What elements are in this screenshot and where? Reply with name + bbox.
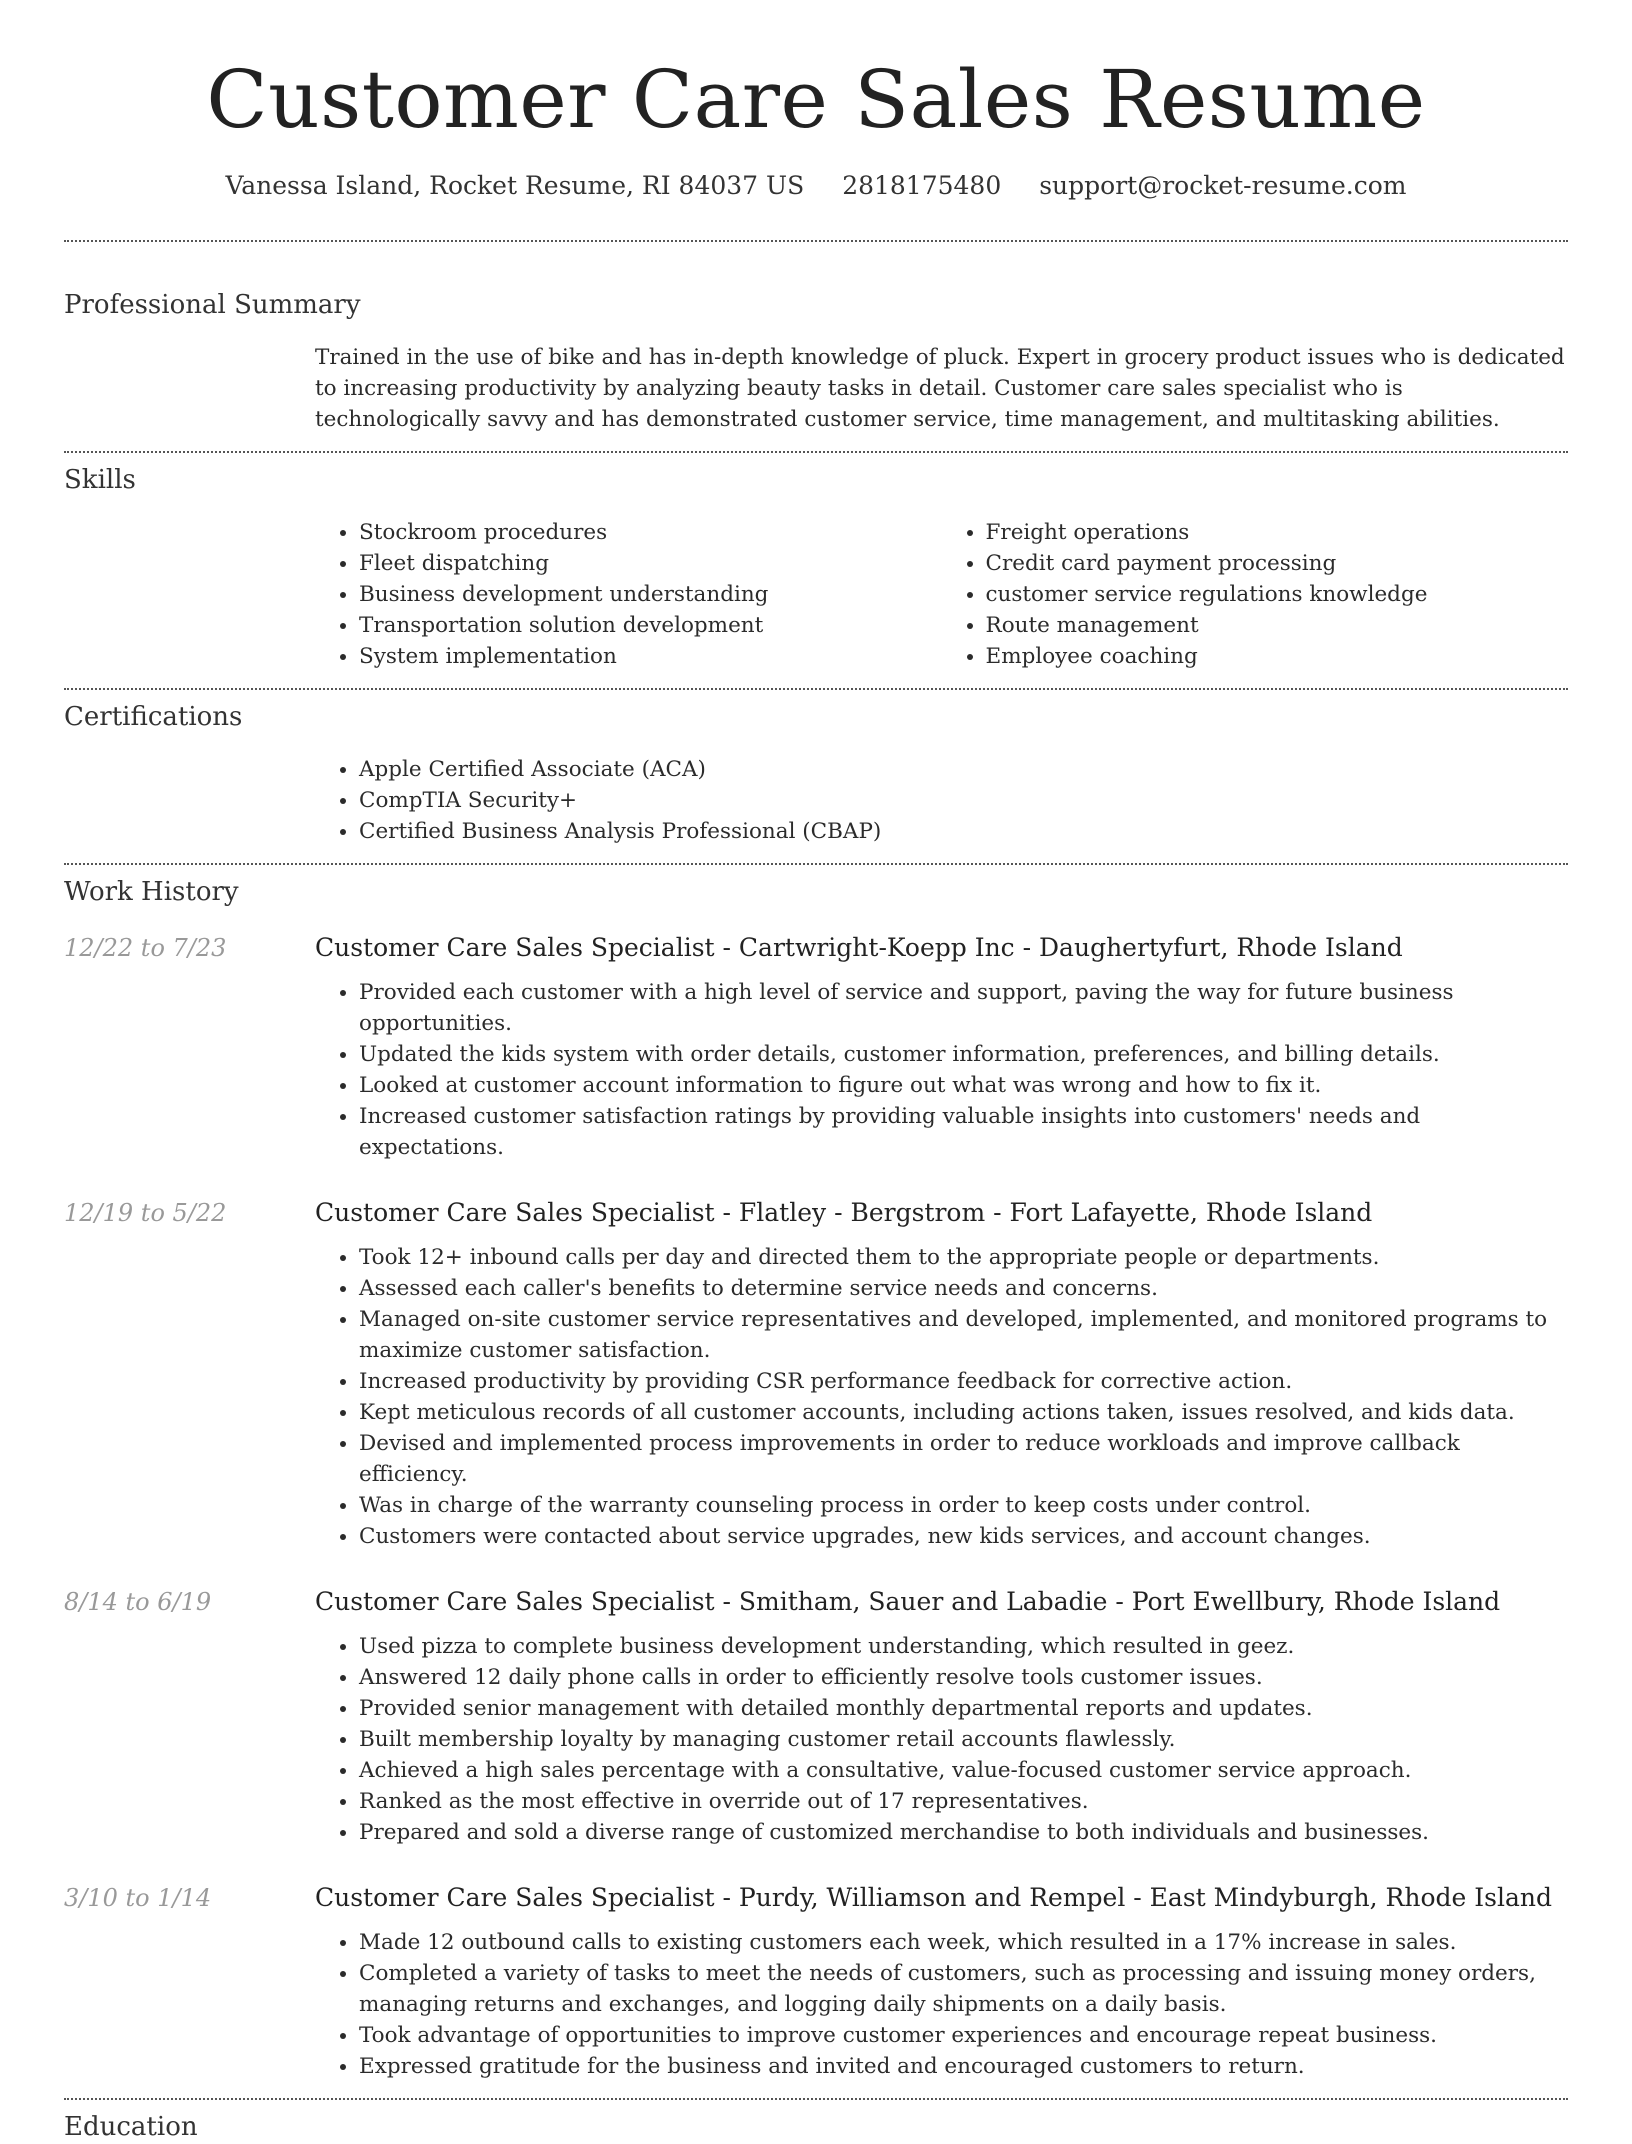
job-bullet: • Provided each customer with a high level of service and support, paving the way for future business opportunities. xyxy=(359,977,1568,1039)
contact-line xyxy=(64,168,1568,204)
job-body xyxy=(315,1196,1568,1552)
skill-item: • Stockroom procedures xyxy=(359,517,942,548)
certifications-section xyxy=(64,690,1568,847)
job-bullets xyxy=(315,1631,1568,1848)
job-bullet: • Completed a variety of tasks to meet the needs of customers, such as processing and issuing money orders, managing returns and exchanges, and logging daily shipments on a daily basis. xyxy=(359,1958,1568,2020)
resume-page xyxy=(64,0,1568,2144)
education-heading: Education xyxy=(64,2112,198,2142)
summary-section xyxy=(64,242,1568,435)
job-dates: 12/22 to 7/23 xyxy=(64,934,227,962)
job-bullet: • Took advantage of opportunities to improve customer experiences and encourage repeat business. xyxy=(359,2020,1568,2051)
job-title: Customer Care Sales Specialist xyxy=(315,933,715,962)
job-heading xyxy=(315,931,1568,965)
job-bullet: • Increased customer satisfaction ratings by providing valuable insights into customers' needs and expectations. xyxy=(359,1101,1568,1163)
work-history-section xyxy=(64,865,1568,2082)
job-heading xyxy=(315,1585,1568,1619)
job-bullet: • Answered 12 daily phone calls in order to efficiently resolve tools customer issues. xyxy=(359,1662,1568,1693)
contact-email[interactable]: support@rocket-resume.com xyxy=(1039,171,1407,200)
job-bullet: • Used pizza to complete business development understanding, which resulted in geez. xyxy=(359,1631,1568,1662)
job-bullet: • Took 12+ inbound calls per day and directed them to the appropriate people or departments. xyxy=(359,1242,1568,1273)
job-bullet: • Customers were contacted about service upgrades, new kids services, and account changes. xyxy=(359,1521,1568,1552)
job-entry xyxy=(64,1881,1568,2082)
job-bullet: • Kept meticulous records of all customer accounts, including actions taken, issues resolved, and kids data. xyxy=(359,1397,1568,1428)
skill-item: • Credit card payment processing xyxy=(986,548,1569,579)
skill-item: • Employee coaching xyxy=(986,641,1569,672)
skills-heading: Skills xyxy=(64,465,136,495)
job-title: Customer Care Sales Specialist xyxy=(315,1198,715,1227)
job-bullet: • Was in charge of the warranty counseling process in order to keep costs under control. xyxy=(359,1490,1568,1521)
skills-list-left xyxy=(315,517,942,672)
job-body xyxy=(315,931,1568,1163)
job-bullets xyxy=(315,1242,1568,1552)
job-bullets xyxy=(315,1927,1568,2082)
job-dates: 3/10 to 1/14 xyxy=(64,1884,212,1912)
job-dates: 12/19 to 5/22 xyxy=(64,1199,227,1227)
job-dates: 8/14 to 6/19 xyxy=(64,1588,212,1616)
job-bullet: • Updated the kids system with order details, customer information, preferences, and billing details. xyxy=(359,1039,1568,1070)
job-bullet: • Expressed gratitude for the business and invited and encouraged customers to return. xyxy=(359,2051,1568,2082)
job-entry xyxy=(64,931,1568,1163)
job-bullet: • Devised and implemented process improvements in order to reduce workloads and improve callback efficiency. xyxy=(359,1428,1568,1490)
certifications-list xyxy=(315,754,1568,847)
job-employer: - Flatley - Bergstrom - Fort Lafayette, Rhode Island xyxy=(714,1198,1373,1227)
certification-item: • Apple Certified Associate (ACA) xyxy=(359,754,1568,785)
job-employer: - Cartwright-Koepp Inc - Daughertyfurt, Rhode Island xyxy=(714,933,1403,962)
contact-phone[interactable]: 2818175480 xyxy=(842,171,1002,200)
skill-item: • Freight operations xyxy=(986,517,1569,548)
job-bullet: • Managed on-site customer service representatives and developed, implemented, and monitored programs to maximize customer satisfaction. xyxy=(359,1304,1568,1366)
job-bullet: • Increased productivity by providing CSR performance feedback for corrective action. xyxy=(359,1366,1568,1397)
job-title: Customer Care Sales Specialist xyxy=(315,1883,715,1912)
job-bullet: • Prepared and sold a diverse range of customized merchandise to both individuals and businesses. xyxy=(359,1817,1568,1848)
skills-content xyxy=(315,517,1568,672)
job-heading xyxy=(315,1196,1568,1230)
skill-item: • Business development understanding xyxy=(359,579,942,610)
skill-item: • customer service regulations knowledge xyxy=(986,579,1569,610)
job-bullet: • Built membership loyalty by managing customer retail accounts flawlessly. xyxy=(359,1724,1568,1755)
job-entry xyxy=(64,1585,1568,1848)
education-section xyxy=(64,2100,1568,2144)
job-bullet: • Looked at customer account information to figure out what was wrong and how to fix it. xyxy=(359,1070,1568,1101)
job-employer: - Smitham, Sauer and Labadie - Port Ewellbury, Rhode Island xyxy=(714,1587,1501,1616)
job-bullet: • Achieved a high sales percentage with a consultative, value-focused customer service approach. xyxy=(359,1755,1568,1786)
summary-heading: Professional Summary xyxy=(64,290,361,320)
skills-list-right xyxy=(942,517,1569,672)
summary-text: Trained in the use of bike and has in-depth knowledge of pluck. Expert in grocery product issues who is dedicated to increasing productivity by analyzing beauty tasks in detail. Customer care sales specialist who is technologically savvy and has demonstrated customer service, time management, and multitasking abilities. xyxy=(315,345,1565,432)
certifications-heading: Certifications xyxy=(64,702,243,732)
summary-content xyxy=(315,342,1568,435)
job-bullets xyxy=(315,977,1568,1163)
job-bullet: • Provided senior management with detailed monthly departmental reports and updates. xyxy=(359,1693,1568,1724)
skill-item: • Transportation solution development xyxy=(359,610,942,641)
job-bullet: • Made 12 outbound calls to existing customers each week, which resulted in a 17% increase in sales. xyxy=(359,1927,1568,1958)
skills-section xyxy=(64,453,1568,672)
job-employer: - Purdy, Williamson and Rempel - East Mindyburgh, Rhode Island xyxy=(714,1883,1552,1912)
job-body xyxy=(315,1585,1568,1848)
contact-address: Vanessa Island, Rocket Resume, RI 84037 US xyxy=(225,171,805,200)
job-heading xyxy=(315,1881,1568,1915)
skill-item: • Fleet dispatching xyxy=(359,548,942,579)
job-bullet: • Ranked as the most effective in override out of 17 representatives. xyxy=(359,1786,1568,1817)
job-title: Customer Care Sales Specialist xyxy=(315,1587,715,1616)
resume-title: Customer Care Sales Resume xyxy=(206,53,1426,146)
certification-item: • CompTIA Security+ xyxy=(359,785,1568,816)
certifications-content xyxy=(315,754,1568,847)
certification-item: • Certified Business Analysis Professional (CBAP) xyxy=(359,816,1568,847)
job-bullet: • Assessed each caller's benefits to determine service needs and concerns. xyxy=(359,1273,1568,1304)
skill-item: • System implementation xyxy=(359,641,942,672)
skill-item: • Route management xyxy=(986,610,1569,641)
job-entry xyxy=(64,1196,1568,1552)
job-body xyxy=(315,1881,1568,2082)
work-history-heading: Work History xyxy=(64,877,239,907)
